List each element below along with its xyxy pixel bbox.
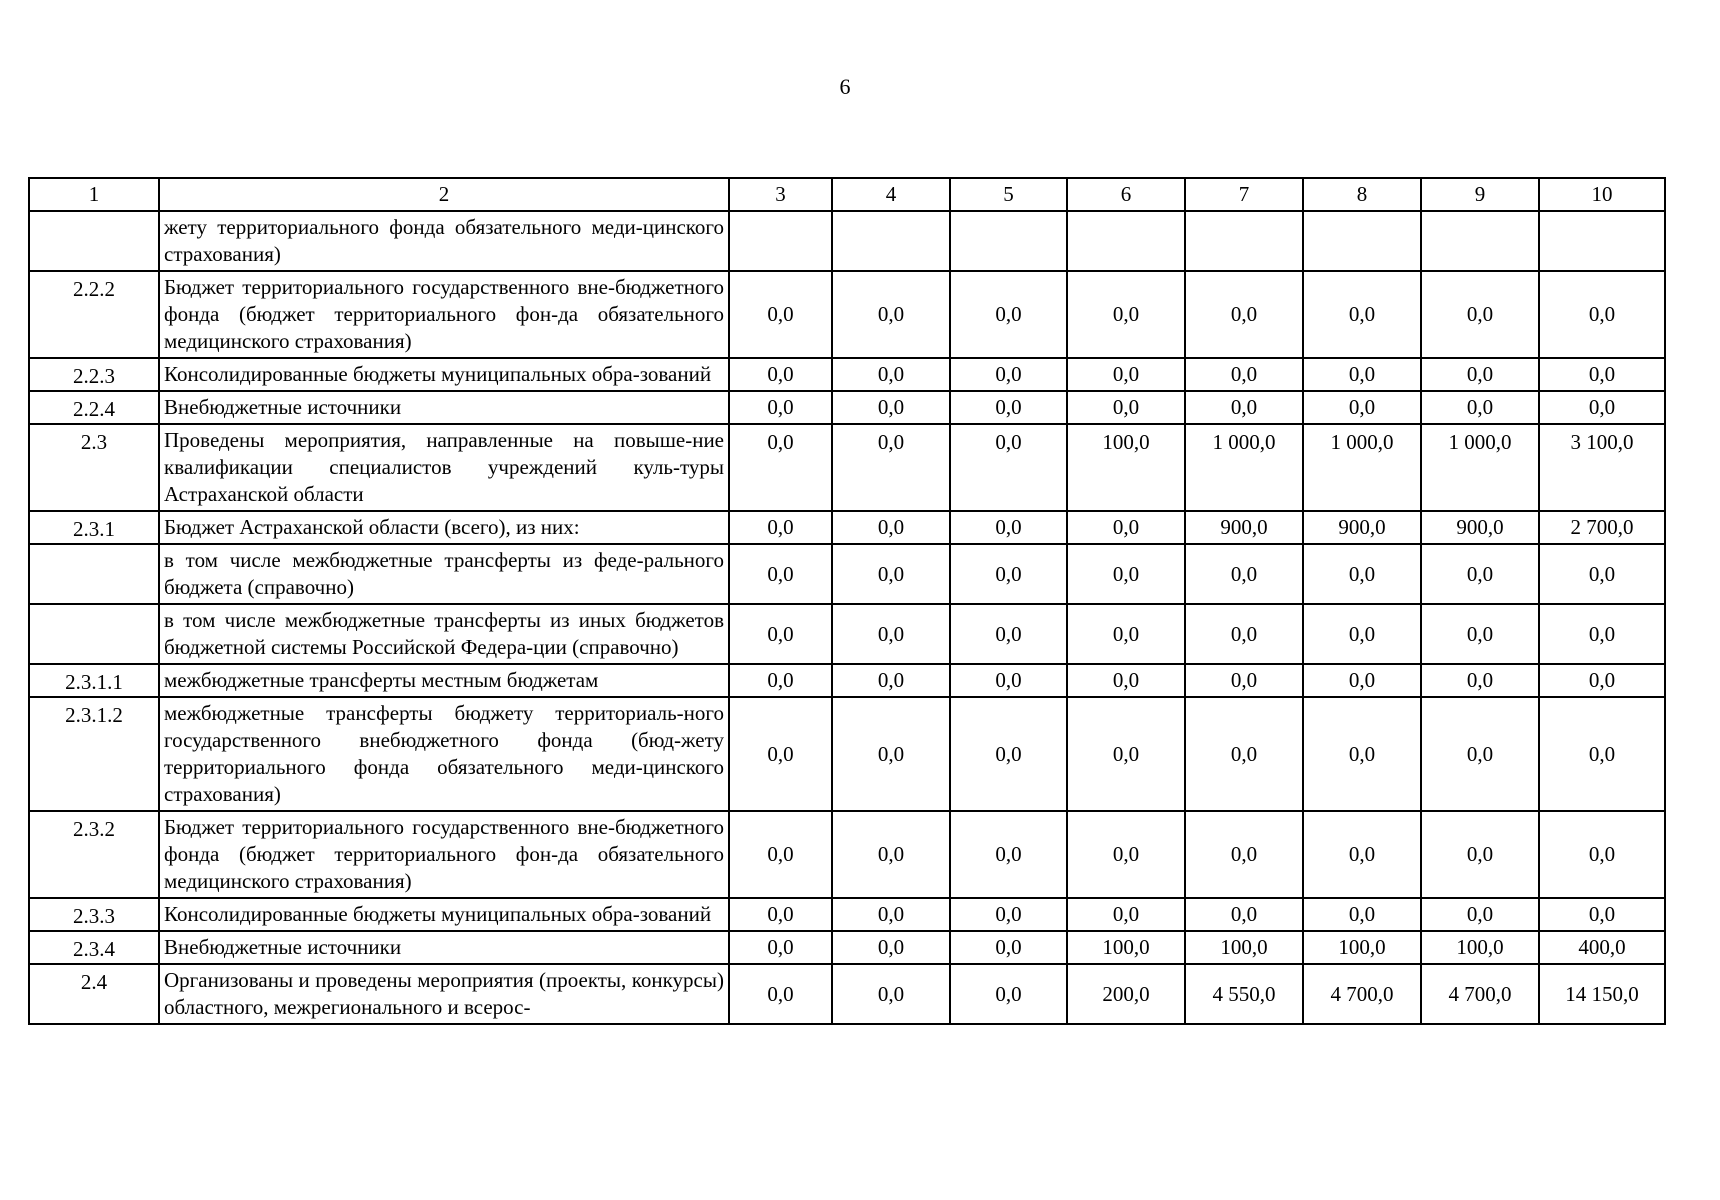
row-value-col-5: 0,0 <box>950 544 1067 604</box>
column-header-4: 4 <box>832 178 950 211</box>
row-value-col-8: 100,0 <box>1303 931 1421 964</box>
table-row <box>29 604 1665 664</box>
row-value-col-3: 0,0 <box>729 664 832 697</box>
row-value-col-10: 0,0 <box>1539 544 1665 604</box>
row-value-col-6: 100,0 <box>1067 424 1185 511</box>
row-value-col-9: 0,0 <box>1421 391 1539 424</box>
row-value-col-7: 0,0 <box>1185 391 1303 424</box>
row-number: 2.3 <box>29 424 159 511</box>
row-description: Организованы и проведены мероприятия (проекты, конкурсы) областного, межрегионального и всерос- <box>159 964 729 1024</box>
row-description: Проведены мероприятия, направленные на повыше-ние квалификации специалистов учреждений куль-туры Астраханской области <box>159 424 729 511</box>
row-value-col-3: 0,0 <box>729 811 832 898</box>
row-number <box>29 604 159 664</box>
row-value-col-7: 0,0 <box>1185 604 1303 664</box>
row-value-col-6: 100,0 <box>1067 931 1185 964</box>
row-value-col-9: 0,0 <box>1421 898 1539 931</box>
row-value-col-6: 0,0 <box>1067 544 1185 604</box>
row-value-col-5: 0,0 <box>950 391 1067 424</box>
row-value-col-6: 0,0 <box>1067 271 1185 358</box>
row-number: 2.2.3 <box>29 358 159 391</box>
row-value-col-10: 0,0 <box>1539 358 1665 391</box>
table-row <box>29 211 1665 271</box>
row-value-col-3: 0,0 <box>729 511 832 544</box>
column-header-3: 3 <box>729 178 832 211</box>
column-header-10: 10 <box>1539 178 1665 211</box>
row-value-col-10: 0,0 <box>1539 697 1665 811</box>
column-header-5: 5 <box>950 178 1067 211</box>
row-value-col-7: 0,0 <box>1185 664 1303 697</box>
row-value-col-5: 0,0 <box>950 697 1067 811</box>
row-value-col-4: 0,0 <box>832 964 950 1024</box>
row-value-col-4: 0,0 <box>832 697 950 811</box>
row-number: 2.4 <box>29 964 159 1024</box>
row-value-col-4: 0,0 <box>832 544 950 604</box>
row-value-col-9: 900,0 <box>1421 511 1539 544</box>
row-number <box>29 211 159 271</box>
row-value-col-4: 0,0 <box>832 391 950 424</box>
row-description: Бюджет Астраханской области (всего), из них: <box>159 511 729 544</box>
row-value-col-9: 1 000,0 <box>1421 424 1539 511</box>
row-value-col-3: 0,0 <box>729 697 832 811</box>
row-value-col-4: 0,0 <box>832 664 950 697</box>
row-value-col-6: 0,0 <box>1067 391 1185 424</box>
row-value-col-10: 400,0 <box>1539 931 1665 964</box>
row-value-col-6: 0,0 <box>1067 511 1185 544</box>
row-description: межбюджетные трансферты бюджету территориаль-ного государственного внебюджетного фонда (бюд-жету территориального фонда обязательного меди-цинского страхования) <box>159 697 729 811</box>
row-value-col-6: 0,0 <box>1067 811 1185 898</box>
row-value-col-5: 0,0 <box>950 898 1067 931</box>
row-value-col-4: 0,0 <box>832 271 950 358</box>
row-value-col-4: 0,0 <box>832 604 950 664</box>
page-number: 6 <box>839 74 851 99</box>
row-value-col-5 <box>950 211 1067 271</box>
row-value-col-8: 0,0 <box>1303 697 1421 811</box>
row-value-col-8: 0,0 <box>1303 391 1421 424</box>
row-value-col-7: 0,0 <box>1185 544 1303 604</box>
row-value-col-10: 0,0 <box>1539 811 1665 898</box>
table-row <box>29 271 1665 358</box>
row-value-col-4: 0,0 <box>832 424 950 511</box>
budget-table <box>28 177 1666 1025</box>
table-row <box>29 964 1665 1024</box>
row-value-col-10: 0,0 <box>1539 664 1665 697</box>
row-value-col-5: 0,0 <box>950 271 1067 358</box>
row-number: 2.3.2 <box>29 811 159 898</box>
column-header-6: 6 <box>1067 178 1185 211</box>
table-row <box>29 664 1665 697</box>
table-row <box>29 544 1665 604</box>
row-number: 2.3.4 <box>29 931 159 964</box>
row-value-col-9: 0,0 <box>1421 358 1539 391</box>
row-number: 2.2.4 <box>29 391 159 424</box>
row-value-col-4: 0,0 <box>832 898 950 931</box>
row-value-col-6: 0,0 <box>1067 604 1185 664</box>
row-value-col-5: 0,0 <box>950 811 1067 898</box>
column-header-7: 7 <box>1185 178 1303 211</box>
row-value-col-6: 0,0 <box>1067 697 1185 811</box>
row-number: 2.2.2 <box>29 271 159 358</box>
table-row <box>29 697 1665 811</box>
row-number: 2.3.3 <box>29 898 159 931</box>
row-value-col-10: 3 100,0 <box>1539 424 1665 511</box>
row-value-col-5: 0,0 <box>950 358 1067 391</box>
row-value-col-8: 0,0 <box>1303 604 1421 664</box>
table-body <box>29 178 1665 1024</box>
row-value-col-7: 0,0 <box>1185 898 1303 931</box>
row-value-col-8: 0,0 <box>1303 544 1421 604</box>
row-description: жету территориального фонда обязательного меди-цинского страхования) <box>159 211 729 271</box>
row-value-col-10: 0,0 <box>1539 271 1665 358</box>
row-value-col-7: 0,0 <box>1185 271 1303 358</box>
row-value-col-5: 0,0 <box>950 931 1067 964</box>
table-row <box>29 358 1665 391</box>
row-value-col-7: 4 550,0 <box>1185 964 1303 1024</box>
row-value-col-9: 0,0 <box>1421 544 1539 604</box>
row-value-col-9: 0,0 <box>1421 271 1539 358</box>
row-description: межбюджетные трансферты местным бюджетам <box>159 664 729 697</box>
column-header-8: 8 <box>1303 178 1421 211</box>
row-value-col-4: 0,0 <box>832 811 950 898</box>
row-value-col-8 <box>1303 211 1421 271</box>
row-value-col-9: 0,0 <box>1421 604 1539 664</box>
row-value-col-9: 0,0 <box>1421 697 1539 811</box>
row-description: Бюджет территориального государственного вне-бюджетного фонда (бюджет территориального фон-да обязательного медицинского страхования) <box>159 811 729 898</box>
row-value-col-8: 0,0 <box>1303 898 1421 931</box>
row-value-col-3: 0,0 <box>729 604 832 664</box>
row-number: 2.3.1 <box>29 511 159 544</box>
table-row <box>29 931 1665 964</box>
row-value-col-7: 1 000,0 <box>1185 424 1303 511</box>
row-value-col-5: 0,0 <box>950 424 1067 511</box>
table-row <box>29 811 1665 898</box>
row-value-col-5: 0,0 <box>950 664 1067 697</box>
row-value-col-5: 0,0 <box>950 604 1067 664</box>
row-value-col-5: 0,0 <box>950 964 1067 1024</box>
table-row <box>29 898 1665 931</box>
row-value-col-3: 0,0 <box>729 931 832 964</box>
row-value-col-8: 900,0 <box>1303 511 1421 544</box>
row-value-col-7: 0,0 <box>1185 358 1303 391</box>
row-description: Консолидированные бюджеты муниципальных обра-зований <box>159 358 729 391</box>
row-value-col-4: 0,0 <box>832 511 950 544</box>
row-value-col-3: 0,0 <box>729 391 832 424</box>
row-value-col-7: 900,0 <box>1185 511 1303 544</box>
table-row <box>29 511 1665 544</box>
row-value-col-8: 0,0 <box>1303 811 1421 898</box>
row-value-col-9: 0,0 <box>1421 811 1539 898</box>
row-value-col-4: 0,0 <box>832 931 950 964</box>
row-value-col-9: 4 700,0 <box>1421 964 1539 1024</box>
row-value-col-10: 14 150,0 <box>1539 964 1665 1024</box>
row-value-col-8: 0,0 <box>1303 358 1421 391</box>
row-description: Внебюджетные источники <box>159 391 729 424</box>
row-value-col-9 <box>1421 211 1539 271</box>
row-value-col-3: 0,0 <box>729 964 832 1024</box>
row-value-col-6: 0,0 <box>1067 898 1185 931</box>
row-value-col-9: 100,0 <box>1421 931 1539 964</box>
row-value-col-8: 4 700,0 <box>1303 964 1421 1024</box>
row-value-col-7: 0,0 <box>1185 697 1303 811</box>
row-value-col-8: 0,0 <box>1303 664 1421 697</box>
row-value-col-3: 0,0 <box>729 271 832 358</box>
column-header-2: 2 <box>159 178 729 211</box>
row-value-col-8: 0,0 <box>1303 271 1421 358</box>
row-value-col-7: 100,0 <box>1185 931 1303 964</box>
row-number <box>29 544 159 604</box>
row-value-col-5: 0,0 <box>950 511 1067 544</box>
row-value-col-6: 0,0 <box>1067 664 1185 697</box>
row-value-col-7: 0,0 <box>1185 811 1303 898</box>
row-value-col-9: 0,0 <box>1421 664 1539 697</box>
column-header-1: 1 <box>29 178 159 211</box>
row-value-col-7 <box>1185 211 1303 271</box>
row-value-col-3: 0,0 <box>729 424 832 511</box>
row-value-col-3 <box>729 211 832 271</box>
row-value-col-3: 0,0 <box>729 358 832 391</box>
row-value-col-10: 0,0 <box>1539 391 1665 424</box>
table-row <box>29 391 1665 424</box>
row-value-col-10: 0,0 <box>1539 604 1665 664</box>
row-value-col-6 <box>1067 211 1185 271</box>
row-description: в том числе межбюджетные трансферты из иных бюджетов бюджетной системы Российской Федера-ции (справочно) <box>159 604 729 664</box>
row-number: 2.3.1.1 <box>29 664 159 697</box>
row-value-col-10 <box>1539 211 1665 271</box>
row-number: 2.3.1.2 <box>29 697 159 811</box>
row-description: Внебюджетные источники <box>159 931 729 964</box>
table-row <box>29 424 1665 511</box>
row-description: в том числе межбюджетные трансферты из феде-рального бюджета (справочно) <box>159 544 729 604</box>
row-value-col-6: 200,0 <box>1067 964 1185 1024</box>
row-description: Бюджет территориального государственного вне-бюджетного фонда (бюджет территориального фон-да обязательного медицинского страхования) <box>159 271 729 358</box>
row-value-col-3: 0,0 <box>729 898 832 931</box>
column-header-9: 9 <box>1421 178 1539 211</box>
header-row <box>29 178 1665 211</box>
row-description: Консолидированные бюджеты муниципальных обра-зований <box>159 898 729 931</box>
row-value-col-3: 0,0 <box>729 544 832 604</box>
row-value-col-10: 0,0 <box>1539 898 1665 931</box>
row-value-col-8: 1 000,0 <box>1303 424 1421 511</box>
row-value-col-6: 0,0 <box>1067 358 1185 391</box>
row-value-col-10: 2 700,0 <box>1539 511 1665 544</box>
row-value-col-4 <box>832 211 950 271</box>
row-value-col-4: 0,0 <box>832 358 950 391</box>
